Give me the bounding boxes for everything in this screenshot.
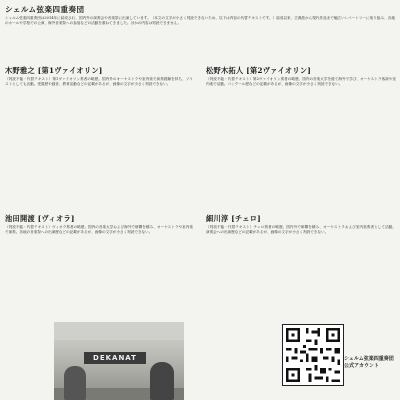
- member-role: [チェロ]: [231, 214, 261, 223]
- qr-code-icon[interactable]: [282, 324, 344, 386]
- member-heading: [206, 214, 396, 223]
- qr-caption: [344, 356, 396, 370]
- member-bio-text: （判読不能・代替テキスト）ヴィオラ奏者の略歴。国内の音楽大学および海外で研鑽を積み、オーケストラや室内楽で演奏。各地の音楽祭への出演歴などの記載があるが、画像の文字が小さく判読できない。: [5, 225, 193, 234]
- member-role: [ヴィオラ]: [37, 214, 75, 223]
- qr-caption-line: シェルム弦楽四重奏団: [344, 356, 394, 362]
- member-bio-text: （判読不能・代替テキスト）第2ヴァイオリン奏者の略歴。国内の音楽大学を経て海外で学び、オーケストラ客演や室内楽で活動。コンクール歴などの記載があるが、画像の文字が小さく判読できない。: [206, 77, 396, 86]
- member-heading: [5, 66, 193, 75]
- member-name: 木野雅之: [5, 66, 35, 75]
- member-role: [第1ヴァイオリン]: [37, 66, 103, 75]
- member-bio-cello: [206, 214, 396, 235]
- member-bio-text: （判読不能・代替テキスト）チェロ奏者の略歴。国内外で研鑽を積み、オーケストラおよび室内楽奏者として活動。演奏会への出演歴などの記載があるが、画像の文字が小さく判読できない。: [206, 225, 396, 234]
- member-bio-second-violin: [206, 66, 396, 87]
- member-bio-first-violin: [5, 66, 193, 87]
- ensemble-photo: [54, 322, 184, 400]
- section-title: シェルム弦楽四重奏団: [5, 5, 85, 14]
- member-bio-viola: [5, 214, 193, 235]
- member-role: [第2ヴァイオリン]: [246, 66, 312, 75]
- member-name: 細川淳: [206, 214, 229, 223]
- photo-sign: DEKANAT: [84, 352, 146, 364]
- photo-person: [150, 362, 174, 400]
- member-heading: [206, 66, 396, 75]
- ensemble-intro-text: シェルム弦楽四重奏団は2014年に結成され、国内外の演奏会や音楽祭に出演しています。（本文の文字が小さく判読できないため、以下は内容の代替テキストです。）結成以来、古典派から現代作品まで幅広いレパートリーに取り組み、各地のホールや学校での公演、海外音楽祭への参加などの活動を重ねてきました。ほかの内容は判読できません。: [5, 16, 395, 25]
- member-name: 池田開渡: [5, 214, 35, 223]
- member-heading: [5, 214, 193, 223]
- qr-caption-line: 公式アカウント: [344, 363, 379, 369]
- member-bio-text: （判読不能・代替テキスト）第1ヴァイオリン奏者の略歴。国内外のオーケストラや室内楽で演奏経験を持ち、ソリストとしても活動。受賞歴や録音、教育活動などの記載があるが、画像の文字が小さく判読できない。: [5, 77, 193, 86]
- member-name: 松野木拓人: [206, 66, 244, 75]
- official-account-block: [282, 324, 396, 396]
- photo-person: [64, 366, 86, 400]
- photo-building: [54, 322, 184, 340]
